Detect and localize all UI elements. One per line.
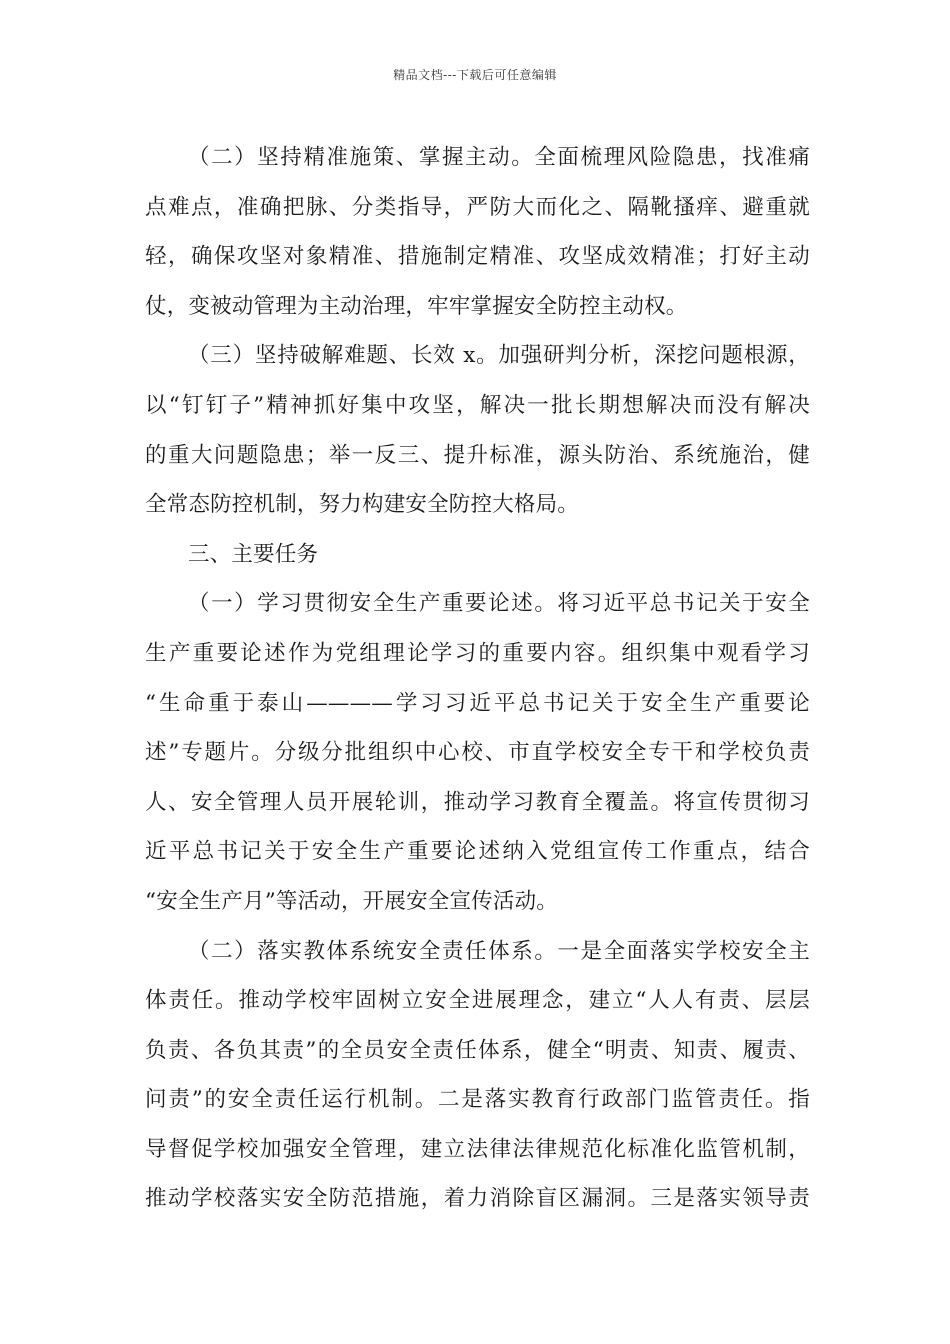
text-line: 述”专题片。分级分批组织中心校、市直学校安全专干和学校负责 xyxy=(145,740,810,766)
text-line: 问责”的安全责任运行机制。二是落实教育行政部门监管责任。指 xyxy=(145,1087,810,1113)
text-line: （一）学习贯彻安全生产重要论述。将习近平总书记关于安全 xyxy=(188,591,810,617)
text-line: 近平总书记关于安全生产重要论述纳入党组宣传工作重点，结合 xyxy=(145,839,810,865)
text-line: 负责、各负其责”的全员安全责任体系，健全“明责、知责、履责、 xyxy=(145,1037,810,1063)
text-line: 仗，变被动管理为主动治理，牢牢掌握安全防控主动权。 xyxy=(145,293,688,319)
text-line: （二）坚持精准施策、掌握主动。全面梳理风险隐患，找准痛 xyxy=(188,145,810,170)
text-line: （三）坚持破解难题、长效 x。加强研判分析，深挖问题根源， xyxy=(188,343,810,369)
text-line: 以“钉钉子”精神抓好集中攻坚，解决一批长期想解决而没有解决 xyxy=(145,392,810,418)
text-line: 生产重要论述作为党组理论学习的重要内容。组织集中观看学习 xyxy=(145,640,810,666)
text-line: “安全生产月”等活动，开展安全宣传活动。 xyxy=(145,888,558,914)
text-line: 的重大问题隐患；举一反三、提升标准，源头防治、系统施治，健 xyxy=(145,442,810,468)
text-line: 体责任。推动学校牢固树立安全进展理念，建立“人人有责、层层 xyxy=(145,988,810,1014)
text-line: （二）落实教体系统安全责任体系。一是全面落实学校安全主 xyxy=(188,938,810,964)
text-line: 人、安全管理人员开展轮训，推动学习教育全覆盖。将宣传贯彻习 xyxy=(145,789,810,815)
text-line: 导督促学校加强安全管理，建立法律法律规范化标准化监管机制， xyxy=(145,1136,810,1162)
page-header: 精品文档---下载后可任意编辑 xyxy=(393,68,557,82)
text-line: 全常态防控机制，努力构建安全防控大格局。 xyxy=(145,492,580,518)
document-body xyxy=(145,133,810,1224)
text-line: 推动学校落实安全防范措施，着力消除盲区漏洞。三是落实领导责 xyxy=(145,1186,810,1212)
text-line: 轻，确保攻坚对象精准、措施制定精准、攻坚成效精准；打好主动 xyxy=(145,244,810,270)
text-line: “生命重于泰山————学习习近平总书记关于安全生产重要论 xyxy=(145,690,810,716)
text-line: 点难点，准确把脉、分类指导，严防大而化之、隔靴搔痒、避重就 xyxy=(145,194,810,220)
text-line: 三、主要任务 xyxy=(188,541,319,567)
